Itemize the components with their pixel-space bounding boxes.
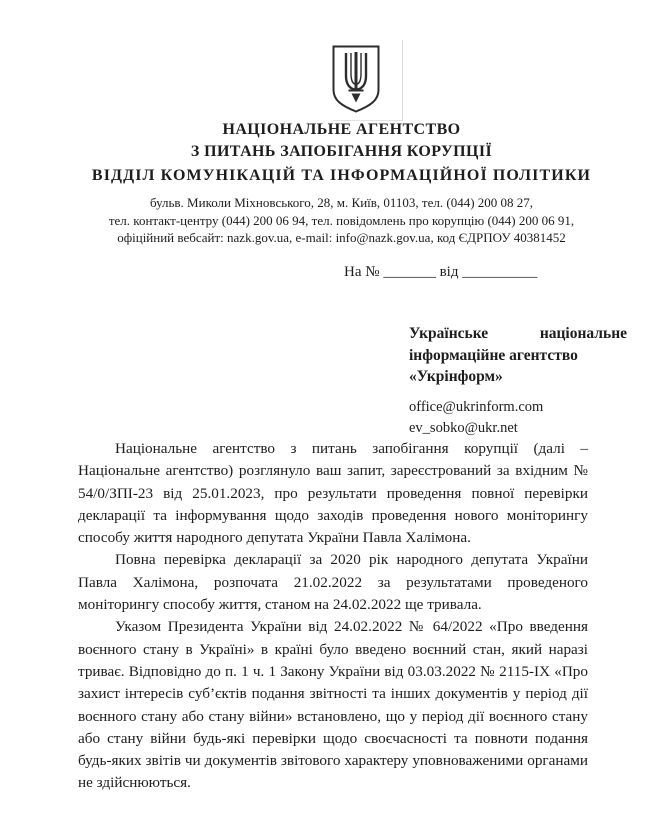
reference-date-label: від (439, 264, 459, 280)
addressee-name-line1 (409, 323, 627, 345)
trident-shield-icon (331, 44, 381, 114)
department-name-heading: ВІДДІЛ КОМУНІКАЦІЙ ТА ІНФОРМАЦІЙНОЇ ПОЛІТИКИ (91, 167, 592, 184)
addressee-email-2: ev_sobko@ukr.net (409, 420, 518, 436)
agency-name-line1: НАЦІОНАЛЬНЕ АГЕНТСТВО (222, 121, 461, 138)
body-paragraph-1: Національне агентство з питань запобігання корупції (далі – Національне агентство) розглянуло ваш запит, зареєстрований за вхідним № 54/0/ЗПІ-23 від 25.01.2023, про результати проведення повної перевірки декларації та інформування щодо заходів проведення нового моніторингу способу життя народного депутата України Павла Халімона. (78, 440, 588, 547)
contact-address-line: бульв. Миколи Міхновського, 28, м. Київ, 01103, тел. (044) 200 08 27, (149, 195, 534, 210)
agency-name-line2: З ПИТАНЬ ЗАПОБІГАННЯ КОРУПЦІЇ (190, 143, 493, 160)
addressee-block (409, 323, 627, 440)
agency-name-heading (0, 119, 653, 163)
addressee-email-1: office@ukrinform.com (409, 398, 544, 415)
contact-info-block (0, 194, 653, 247)
contact-web-email-line: офіційний вебсайт: nazk.gov.ua, e-mail: info@nazk.gov.ua, код ЄДРПОУ 40381452 (117, 230, 566, 245)
reference-date-blank: __________ (462, 264, 538, 280)
ukraine-trident-emblem (331, 44, 381, 114)
addressee-word-2: національне (539, 325, 627, 342)
addressee-name-line3: «Укрінформ» (409, 368, 503, 385)
addressee-emails (409, 397, 627, 440)
reference-prefix: На № (344, 264, 380, 280)
addressee-name-line2: інформаційне агентство (409, 346, 578, 364)
reference-number-blank: _______ (383, 264, 436, 280)
reference-number-line (344, 264, 537, 281)
letter-body (78, 438, 588, 795)
addressee-name (409, 323, 627, 388)
contact-phones-line: тел. контакт-центру (044) 200 06 94, тел. повідомлень про корупцію (044) 200 06 91, (108, 212, 575, 228)
body-paragraph-2: Повна перевірка декларації за 2020 рік народного депутата України Павла Халімона, розпочата 21.02.2022 за результатами проведеного моніторингу способу життя, станом на 24.02.2022 ще тривала. (78, 551, 588, 614)
body-paragraph-3: Указом Президента України від 24.02.2022 № 64/2022 «Про введення воєнного стану в Україні» в країні було введено воєнний стан, який наразі триває. Відповідно до п. 1 ч. 1 Закону України від 03.03.2022 № 2115-IX «Про захист інтересів суб’єктів подання звітності та інших документів у період дії воєнного стану або стану війни» встановлено, що у період дії воєнного стану або стану війни будь-які перевірки щодо своєчасності та повноти подання будь-яких звітів чи документів звітового характеру уповноваженими органами не здійснюються. (78, 618, 588, 792)
addressee-word-1: Українське (409, 325, 489, 342)
